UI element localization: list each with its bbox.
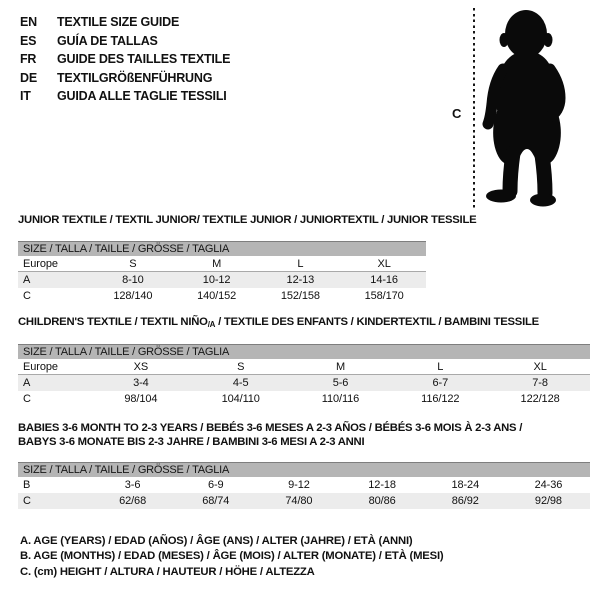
table-row	[18, 477, 590, 493]
children-textile-table	[18, 315, 590, 407]
table-cell: XL	[533, 360, 547, 373]
table-cell: 62/68	[119, 495, 147, 507]
table-cell: 14-16	[370, 274, 398, 286]
table-cell: 110/116	[321, 393, 360, 405]
table-title: JUNIOR TEXTILE / TEXTIL JUNIOR/ TEXTILE JUNIOR / JUNIORTEXTIL / JUNIOR TESSILE	[18, 214, 477, 226]
language-row	[20, 13, 230, 32]
table-row	[18, 375, 590, 391]
table-cell: M	[335, 360, 346, 373]
row-label: C	[23, 393, 31, 405]
title-text: / TEXTILE DES ENFANTS / KINDERTEXTIL / BAMBINI TESSILE	[215, 316, 539, 328]
table-cell: 98/104	[124, 393, 158, 405]
table-cell: 80/86	[368, 495, 396, 507]
language-code: DE	[20, 70, 37, 85]
language-label: TEXTILE SIZE GUIDE	[57, 15, 180, 30]
table-cell: 68/74	[202, 495, 230, 507]
table-cell: 104/110	[221, 393, 260, 405]
table-cell: S	[129, 257, 137, 270]
size-header-bar: SIZE / TALLA / TAILLE / GRÖSSE / TAGLIA	[18, 241, 426, 256]
table-cell: 128/140	[113, 290, 153, 302]
language-label: GUIDE DES TAILLES TEXTILE	[57, 52, 231, 67]
table-cell: 92/98	[534, 495, 562, 507]
table-cell: M	[212, 257, 222, 270]
table-cell: 3-6	[124, 479, 141, 491]
row-label: Europe	[23, 257, 58, 270]
table-cell: 6-7	[432, 377, 449, 389]
table-title	[18, 421, 590, 449]
table-row	[18, 288, 426, 304]
language-row	[20, 69, 230, 88]
row-label: A	[23, 274, 31, 286]
table-cell: 140/152	[197, 290, 237, 302]
row-label: C	[23, 495, 31, 507]
footnote-a: A. AGE (YEARS) / EDAD (AÑOS) / ÂGE (ANS) / ALTER (JAHRE) / ETÀ (ANNI)	[20, 535, 413, 547]
table-cell: L	[437, 360, 444, 373]
table-cell: 7-8	[532, 377, 548, 389]
footnotes	[20, 534, 443, 580]
language-row	[20, 50, 230, 69]
language-code: EN	[20, 15, 37, 30]
table-cell: 18-24	[451, 479, 480, 491]
language-code: ES	[20, 33, 37, 48]
language-list	[20, 13, 230, 106]
table-cell: 12-13	[286, 274, 315, 286]
table-cell: 74/80	[285, 495, 313, 507]
table-cell: S	[237, 360, 245, 373]
table-cell: 152/158	[280, 290, 320, 302]
table-row	[18, 272, 426, 288]
language-label: TEXTILGRÖßENFÜHRUNG	[57, 70, 213, 85]
table-cell: 3-4	[133, 377, 149, 389]
table-cell: 6-9	[207, 479, 224, 491]
language-code: FR	[20, 52, 37, 67]
table-cell: L	[297, 257, 304, 270]
table-row	[18, 359, 590, 375]
row-label: Europe	[23, 360, 58, 373]
table-cell: 10-12	[202, 274, 231, 286]
table-cell: 122/128	[520, 393, 560, 405]
title-line: BABIES 3-6 MONTH TO 2-3 YEARS / BEBÉS 3-6 MESES A 2-3 AÑOS / BÉBÉS 3-6 MOIS À 2-3 ANS /	[18, 422, 523, 434]
table-cell: 24-36	[534, 479, 563, 491]
table-row	[18, 493, 590, 509]
table-row	[18, 256, 426, 272]
title-text: CHILDREN'S TEXTILE / TEXTIL NIÑO	[18, 316, 208, 328]
title-line: BABYS 3-6 MONATE BIS 2-3 JAHRE / BAMBINI 3-6 MESI A 2-3 ANNI	[18, 436, 365, 448]
language-label: GUIDA ALLE TAGLIE TESSILI	[57, 89, 227, 104]
toddler-silhouette-icon	[479, 7, 575, 209]
row-label: A	[23, 377, 31, 389]
table-title	[18, 315, 590, 332]
babies-textile-table	[18, 421, 590, 509]
language-row	[20, 32, 230, 51]
height-measure-label: C	[452, 106, 462, 121]
row-label: B	[23, 479, 31, 491]
table-cell: 5-6	[332, 377, 349, 389]
row-label: C	[23, 290, 31, 302]
language-row	[20, 87, 230, 106]
title-subscript: /A	[207, 320, 216, 329]
table-cell: 9-12	[288, 479, 310, 491]
junior-textile-table	[18, 213, 477, 304]
footnote-c: C. (cm) HEIGHT / ALTURA / HAUTEUR / HÖHE / ALTEZZA	[20, 565, 315, 578]
table-cell: 86/92	[451, 495, 479, 507]
footnote-b: B. AGE (MONTHS) / EDAD (MESES) / ÂGE (MOIS) / ALTER (MONATE) / ETÀ (MESI)	[20, 550, 444, 563]
table-cell: 158/170	[364, 290, 404, 302]
table-cell: 12-18	[368, 479, 396, 491]
table-cell: XL	[377, 257, 391, 270]
table-cell: 116/122	[421, 393, 460, 405]
size-header-bar: SIZE / TALLA / TAILLE / GRÖSSE / TAGLIA	[18, 344, 590, 359]
height-measure-line	[473, 8, 475, 209]
table-cell: XS	[133, 360, 149, 373]
language-code: IT	[20, 89, 31, 104]
size-header-bar: SIZE / TALLA / TAILLE / GRÖSSE / TAGLIA	[18, 462, 590, 477]
language-label: GUÍA DE TALLAS	[57, 33, 158, 48]
table-row	[18, 391, 590, 407]
table-cell: 8-10	[122, 274, 144, 286]
table-cell: 4-5	[232, 377, 249, 389]
